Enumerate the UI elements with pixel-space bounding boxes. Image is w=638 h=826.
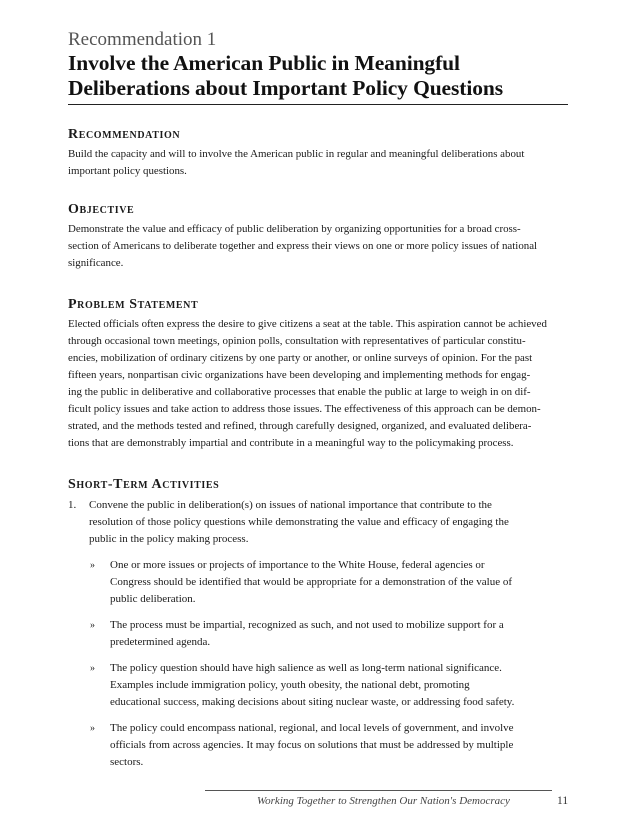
bullet-marker: » [90,723,95,734]
bullet-marker: » [90,663,95,674]
recommendation-heading: Recommendation [68,127,181,142]
text-line: sectors. [110,756,144,768]
bullet-item [68,720,568,771]
text-line: important policy questions. [68,165,187,177]
page-title [68,51,568,101]
problem-statement-section [68,297,568,452]
recommendation-section [68,127,568,180]
text-line: The policy question should have high salience as well as long-term national significance. [110,662,502,674]
text-line: fifteen years, nonpartisan civic organizations have been developing and implementing methods for engag- [68,369,531,381]
text-line: Congress should be identified that would be appropriate for a demonstration of the value of [110,576,513,588]
recommendation-text [68,146,568,180]
text-line: Build the capacity and will to involve the American public in regular and meaningful deliberations about [68,148,525,160]
text-line: Convene the public in deliberation(s) on issues of national importance that contribute to the [89,499,492,511]
bullet-item [68,660,568,711]
document-page [68,28,568,771]
text-line: significance. [68,257,124,269]
text-line: through occasional town meetings, opinion polls, consultation with representatives of particular constitu- [68,335,526,347]
title-line-2: Deliberations about Important Policy Questions [68,76,503,100]
text-line: resolution of those policy questions while demonstrating the value and efficacy of engaging the [89,516,509,528]
text-line: Examples include immigration policy, youth obesity, the national debt, promoting [110,679,470,691]
item-number: 1. [68,499,77,511]
text-line: encies, mobilization of ordinary citizens by one party or another, or online surveys of opinion. For the past [68,352,533,364]
text-line: strated, and the methods tested and refined, through carefully designed, organized, and evaluated delibera- [68,420,532,432]
text-line: The process must be impartial, recognized as such, and not used to mobilize support for a [110,619,504,631]
recommendation-kicker: Recommendation 1 [68,29,217,50]
text-line: Elected officials often express the desire to give citizens a seat at the table. This aspiration cannot be achieved [68,318,547,330]
text-line: ing the public in deliberative and collaborative processes that enable the public at large to weigh in on dif- [68,386,531,398]
text-line: ficult policy issues and take action to address those issues. The effectiveness of this approach can be demon- [68,403,541,415]
bullet-marker: » [90,560,95,571]
problem-statement-text [68,316,568,452]
bullet-item [68,557,568,608]
numbered-item [68,497,568,548]
page-number: 11 [557,795,569,807]
title-rule [68,104,568,105]
problem-statement-heading: Problem Statement [68,297,199,312]
text-line: public in the policy making process. [89,533,249,545]
footer-rule [205,790,552,791]
text-line: Demonstrate the value and efficacy of public deliberation by organizing opportunities for a broad cross- [68,223,521,235]
bullet-item [68,617,568,651]
bullet-marker: » [90,620,95,631]
text-line: tions that are demonstrably impartial and contribute in a meaningful way to the policymaking process. [68,437,514,449]
objective-heading: Objective [68,202,135,217]
bullet-list [68,557,568,771]
text-line: One or more issues or projects of importance to the White House, federal agencies or [110,559,485,571]
objective-text [68,221,568,272]
text-line: section of Americans to deliberate together and express their views on one or more policy issues of national [68,240,538,252]
footer-text: Working Together to Strengthen Our Nation's Democracy [257,795,510,807]
objective-section [68,202,568,272]
text-line: public deliberation. [110,593,196,605]
short-term-activities-section [68,477,568,771]
title-line-1: Involve the American Public in Meaningful [68,51,460,75]
text-line: predetermined agenda. [110,636,211,648]
text-line: The policy could encompass national, regional, and local levels of government, and involve [110,722,514,734]
short-term-activities-heading: Short-Term Activities [68,477,220,492]
text-line: officials from across agencies. It may focus on solutions that must be addressed by multiple [110,739,514,751]
text-line: educational success, making decisions about siting nuclear waste, or addressing food safety. [110,696,515,708]
